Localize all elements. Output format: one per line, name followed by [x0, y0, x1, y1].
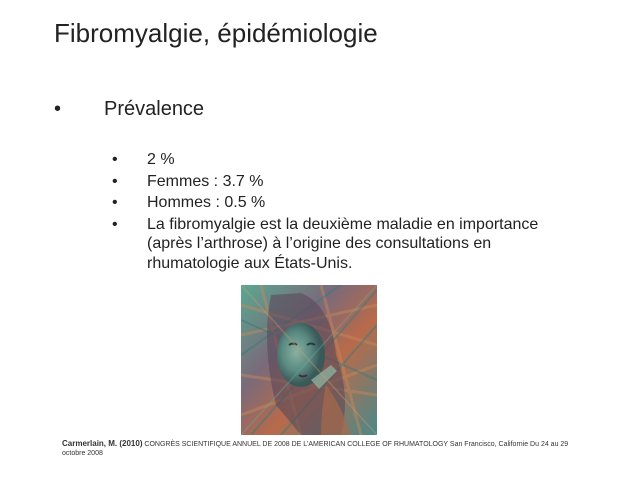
main-point: Prévalence — [104, 98, 205, 120]
sub-point — [112, 172, 582, 192]
sub-point — [112, 150, 582, 170]
artwork-image — [241, 285, 377, 435]
bullet-marker: • — [54, 98, 62, 120]
sub-bullet-marker: • — [112, 151, 118, 168]
sub-point-list — [112, 150, 582, 275]
sub-point-text: La fibromyalgie est la deuxième maladie en importance (après l’arthrose) à l’origine des consultations en rhumatologie aux États-Unis. — [147, 215, 539, 272]
citation-text: CONGRÈS SCIENTIFIQUE ANNUEL DE 2008 DE L’AMERICAN COLLEGE OF RHUMATOLOGY San Francisco, Californie Du 24 au 29 octobre 2008 — [62, 441, 569, 457]
sub-point-text: Femmes : 3.7 % — [147, 172, 264, 190]
sub-bullet-marker: • — [112, 172, 118, 190]
citation-author: Carmerlain, M. (2010) — [62, 439, 143, 448]
citation — [62, 439, 582, 458]
sub-point-text: Hommes : 0.5 % — [147, 194, 266, 211]
sub-point — [112, 215, 582, 274]
sub-point — [112, 193, 582, 213]
sub-point-text: 2 % — [147, 151, 175, 168]
sub-bullet-marker: • — [112, 215, 118, 233]
sub-bullet-marker: • — [112, 194, 118, 211]
slide-title: Fibromyalgie, épidémiologie — [54, 18, 378, 48]
woman-portrait-illustration — [241, 285, 377, 435]
